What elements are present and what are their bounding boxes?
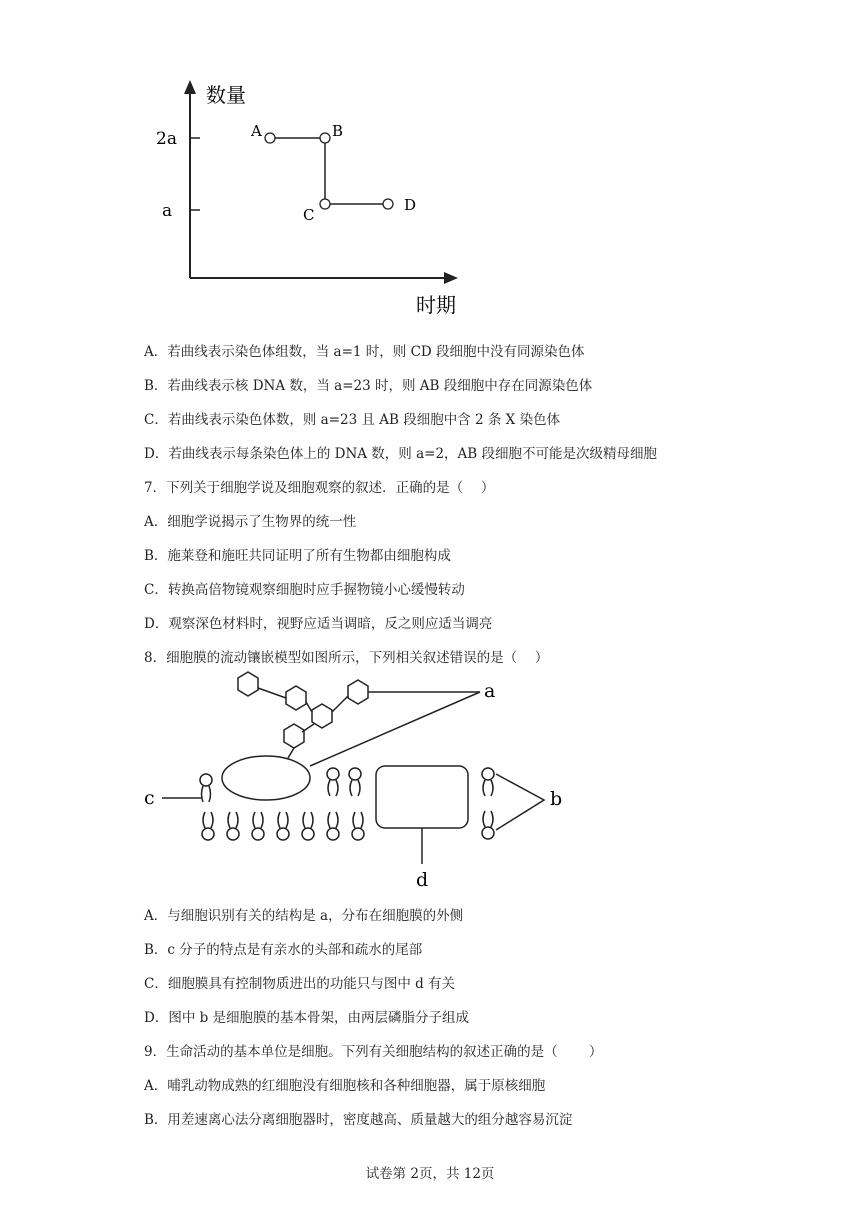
y-tick-label-a: a: [162, 201, 173, 221]
q9-option-a: A．哺乳动物成熟的红细胞没有细胞核和各种细胞器，属于原核细胞: [144, 1078, 546, 1094]
channel-protein-rect: [376, 766, 468, 828]
page-footer: 试卷第 2页，共 12页: [365, 1166, 495, 1182]
point-label-B: B: [332, 122, 344, 140]
point-label-C: C: [303, 206, 315, 224]
q7-option-c: C．转换高倍物镜观察细胞时应手握物镜小心缓慢转动: [144, 582, 465, 598]
label-a-line-2: [310, 692, 480, 766]
q7-option-d: D．观察深色材料时，视野应适当调暗，反之则应适当调亮: [144, 616, 493, 632]
label-a: a: [484, 680, 496, 702]
q7-option-a: A．细胞学说揭示了生物界的统一性: [144, 514, 357, 530]
label-b-lines: [496, 774, 544, 830]
point-label-D: D: [404, 196, 417, 214]
label-b: b: [550, 788, 563, 810]
y-tick-label-2a: 2a: [156, 129, 177, 149]
x-axis-label: 时期: [416, 293, 456, 317]
q6-option-a: A．若曲线表示染色体组数，当 a=1 时，则 CD 段细胞中没有同源染色体: [144, 344, 585, 360]
q7-stem: 7．下列关于细胞学说及细胞观察的叙述．正确的是（ ）: [144, 480, 495, 496]
glycan-chain: [238, 672, 368, 758]
q6-option-d: D．若曲线表示每条染色体上的 DNA 数，则 a=2，AB 段细胞不可能是次级精母细胞: [144, 446, 657, 462]
label-d: d: [416, 869, 429, 891]
step-line: [270, 138, 388, 204]
lower-phospholipid-layer: [202, 812, 364, 840]
quantity-period-graph: [150, 80, 470, 320]
point-C: [320, 199, 330, 209]
q8-stem: 8．细胞膜的流动镶嵌模型如图所示，下列相关叙述错误的是（ ）: [144, 650, 549, 666]
q6-option-b: B．若曲线表示核 DNA 数，当 a=23 时，则 AB 段细胞中存在同源染色体: [144, 378, 593, 394]
q9-option-b: B．用差速离心法分离细胞器时，密度越高、质量越大的组分越容易沉淀: [144, 1112, 573, 1128]
point-label-A: A: [251, 122, 262, 140]
point-A: [265, 133, 275, 143]
x-axis-arrow: [444, 272, 458, 284]
label-c: c: [144, 787, 155, 809]
point-B: [320, 133, 330, 143]
q6-option-c: C．若曲线表示染色体数，则 a=23 且 AB 段细胞中含 2 条 X 染色体: [144, 412, 561, 428]
q7-option-b: B．施莱登和施旺共同证明了所有生物都由细胞构成: [144, 548, 451, 564]
y-axis-arrow: [184, 80, 196, 94]
q8-option-a: A．与细胞识别有关的结构是 a，分布在细胞膜的外侧: [144, 908, 464, 924]
q8-option-d: D．图中 b 是细胞膜的基本骨架，由两层磷脂分子组成: [144, 1010, 470, 1026]
cell-membrane-diagram: [140, 668, 580, 896]
point-D: [383, 199, 393, 209]
q8-option-c: C．细胞膜具有控制物质进出的功能只与图中 d 有关: [144, 976, 456, 992]
y-axis-label: 数量: [206, 83, 246, 107]
q8-option-b: B．c 分子的特点是有亲水的头部和疏水的尾部: [144, 942, 423, 958]
glycoprotein-ellipse: [222, 756, 310, 800]
q9-stem: 9．生命活动的基本单位是细胞。下列有关细胞结构的叙述正确的是（ ）: [144, 1044, 603, 1060]
